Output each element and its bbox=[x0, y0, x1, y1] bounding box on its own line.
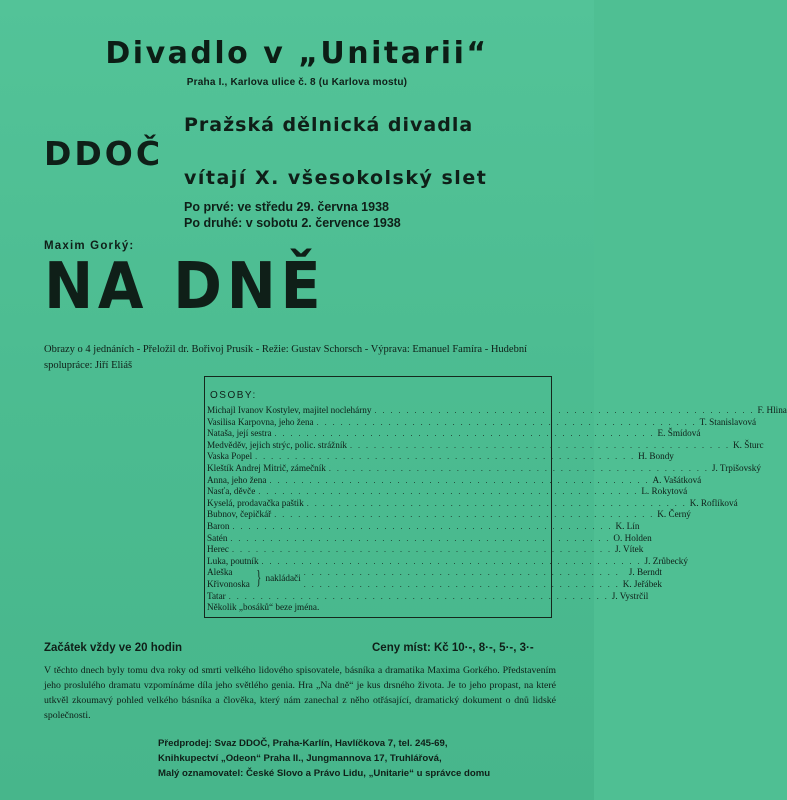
cast-role: Luka, poutník bbox=[207, 555, 259, 566]
leader-dots: . . . . . . . . . . . . . . . . . . . . . . . . . . . . . . . . . . . . . . . . . . . . . . . . bbox=[258, 487, 639, 497]
leader-dots: . . . . . . . . . . . . . . . . . . . . . . . . . . . . . . . . . . . . . . . . . . . . . . . . bbox=[274, 429, 655, 439]
presenter-short-name: DDOČ bbox=[44, 134, 164, 173]
bookshop-line: Knihkupectví „Odeon“ Praha II., Jungmannova 17, Truhlářová, bbox=[158, 753, 442, 764]
cast-row bbox=[207, 509, 691, 521]
cast-row bbox=[207, 428, 701, 440]
brace-glyph: } bbox=[256, 567, 262, 590]
leader-dots: . . . . . . . . . . . . . . . . . . . . . . . . . . . . . . . . . . . . . . . . . . . . . . . . bbox=[261, 556, 642, 566]
presale-line: Předprodej: Svaz DDOČ, Praha-Karlín, Havlíčkova 7, tel. 245-69, bbox=[158, 738, 448, 749]
cast-row bbox=[207, 416, 757, 429]
second-performance-date: Po druhé: v sobotu 2. července 1938 bbox=[184, 216, 401, 230]
leader-dots: . . . . . . . . . . . . . . . . . . . . . . . . . . . . . . . . . . . . . . . . . . . . . . . . bbox=[274, 510, 655, 520]
leader-dots: . . . . . . . . . . . . . . . . . . . . . . . . . . . . . . . . . . . . . . . . . . . . . . . . bbox=[316, 417, 697, 427]
leader-dots: . . . . . . . . . . . . . . . . . . . . . . . . . . . . . . . . . . . . . . . . . . . . . . . . bbox=[228, 591, 609, 601]
play-author: Maxim Gorký: bbox=[44, 240, 135, 252]
advertiser-line: Malý oznamovatel: České Slovo a Právo Lidu, „Unitarie“ u správce domu bbox=[158, 768, 491, 779]
cast-role: Anna, jeho žena bbox=[207, 474, 267, 485]
cast-role: Nataša, její sestra bbox=[207, 428, 272, 439]
pair-name: Křivonoska bbox=[207, 578, 250, 589]
cast-role: Medvěděv, jejich strýc, polic. strážník bbox=[207, 439, 347, 450]
leader-dots: . . . . . . . . . . . . . . . . . . . . . . . . . . . . . . . . . . . . . . . . bbox=[303, 579, 620, 589]
leader-dots: . . . . . . . . . . . . . . . . . . . . . . . . . . . . . . . . . . . . . . . . . . . . . . . . bbox=[374, 406, 755, 415]
leader-dots: . . . . . . . . . . . . . . . . . . . . . . . . . . . . . . . . . . . . . . . . . . . . . . . . bbox=[269, 475, 650, 485]
cast-row bbox=[301, 579, 662, 591]
cast-role: Herec bbox=[207, 544, 229, 555]
leader-dots: . . . . . . . . . . . . . . . . . . . . . . . . . . . . . . . . . . . . . . . . . . . . . . . . bbox=[232, 521, 613, 531]
cast-actor: K. Šturc bbox=[732, 439, 764, 450]
cast-actor: J. Vítek bbox=[614, 544, 644, 555]
cast-actor: K. Černý bbox=[657, 509, 691, 520]
cast-actor: J. Trpišovský bbox=[711, 462, 761, 473]
cast-row bbox=[301, 567, 662, 579]
cast-row bbox=[207, 590, 649, 603]
theatre-address: Praha I., Karlova ulice č. 8 (u Karlova mostu) bbox=[186, 77, 408, 88]
cast-actor: K. Roflíková bbox=[689, 497, 738, 508]
cast-role: Kleštík Andrej Mitrič, zámečník bbox=[207, 462, 326, 473]
cast-role: Kyselá, prodavačka paštik bbox=[207, 497, 304, 508]
cast-role: Vaska Popel bbox=[207, 451, 253, 462]
pair-actors bbox=[301, 567, 662, 590]
cast-row bbox=[207, 555, 688, 568]
cast-actor: K. Lín bbox=[615, 520, 640, 531]
cast-actor: J. Vystrčil bbox=[611, 590, 649, 601]
cast-row bbox=[207, 439, 764, 452]
cast-row bbox=[207, 532, 652, 545]
cast-actor: O. Holden bbox=[613, 532, 652, 543]
cast-extra bbox=[207, 602, 533, 614]
play-credits: Obrazy o 4 jednáních - Přeložil dr. Bořivoj Prusík - Režie: Gustav Schorsch - Výprava: Emanuel Famíra - Hudební spolupráce: Jiří Eliáš bbox=[44, 344, 527, 371]
cast-rows bbox=[207, 405, 787, 567]
leader-dots: . . . . . . . . . . . . . . . . . . . . . . . . . . . . . . . . . . . . . . . . . . . . . . . . bbox=[231, 545, 612, 555]
cast-role: Michajl Ivanov Kostylev, majitel noclehárny bbox=[207, 405, 372, 415]
pair-role: nakládači bbox=[265, 573, 301, 584]
first-performance-date: Po prvé: ve středu 29. června 1938 bbox=[184, 200, 389, 214]
cast-actor: E. Šmídová bbox=[657, 428, 701, 439]
cast-extra-text: Několik „bosáků“ beze jména. bbox=[207, 602, 320, 613]
cast-actor: H. Bondy bbox=[638, 451, 674, 462]
cast-role: Nasťa, děvče bbox=[207, 486, 256, 497]
pair-names bbox=[207, 567, 250, 590]
notice-paragraph: V těchto dnech byly tomu dva roky od smrti velkého lidového spisovatele, básníka a dramatika Maxima Gorkého. Představením jeho proslulého dramatu vzpomínáme díla jeho světlého genia. Hra „Na dně“ je kus drsného života. Je to jeho propast, na které utkvěl zkoumavý pohled velkého básníka a člověka, který nám zanechal z něho otřásající, dramatický dokument o dnů lidské společnosti. bbox=[44, 665, 556, 721]
ticket-prices: Ceny míst: Kč 10·-, 8·-, 5·-, 3·- bbox=[372, 642, 534, 654]
pair-name: Aleška bbox=[207, 567, 233, 578]
leader-dots: . . . . . . . . . . . . . . . . . . . . . . . . . . . . . . . . . . . . . . . . . . . . . . . . bbox=[349, 440, 730, 450]
cast-role: Bubnov, čepičkář bbox=[207, 509, 272, 520]
cast-actor: L. Rokytová bbox=[641, 486, 688, 497]
cast-row bbox=[207, 451, 674, 463]
cast-actor: T. Stanislavová bbox=[699, 416, 757, 427]
start-time: Začátek vždy ve 20 hodin bbox=[44, 642, 183, 654]
cast-actor: A. Vašátková bbox=[652, 474, 702, 485]
cast-role: Satén bbox=[207, 532, 228, 543]
cast-row bbox=[207, 544, 644, 556]
cast-role: Vasilisa Karpovna, jeho žena bbox=[207, 416, 314, 427]
cast-row bbox=[207, 462, 761, 475]
cast-actor: K. Jeřábek bbox=[622, 578, 662, 589]
leader-dots: . . . . . . . . . . . . . . . . . . . . . . . . . . . . . . . . . . . . . . . . . . . . . . . . bbox=[230, 533, 611, 543]
leader-dots: . . . . . . . . . . . . . . . . . . . . . . . . . . . . . . . . . . . . . . . . . . . . . . . . bbox=[328, 463, 709, 473]
cast-row bbox=[207, 474, 702, 487]
cast-list bbox=[207, 405, 787, 614]
cast-row bbox=[207, 520, 640, 533]
cast-row bbox=[207, 405, 787, 417]
welcome-line: vítají X. všesokolský slet bbox=[184, 167, 488, 189]
leader-dots: . . . . . . . . . . . . . . . . . . . . . . . . . . . . . . . . . . . . . . . . . . . . . . . . bbox=[255, 452, 636, 462]
cast-row bbox=[207, 486, 688, 498]
cast-actor: F. Hlina bbox=[757, 405, 787, 415]
leader-dots: . . . . . . . . . . . . . . . . . . . . . . . . . . . . . . . . . . . . . . . . bbox=[303, 568, 620, 578]
cast-heading: OSOBY: bbox=[210, 390, 257, 401]
cast-role: Baron bbox=[207, 520, 230, 531]
cast-row bbox=[207, 497, 738, 510]
theatre-name: Divadlo v „Unitarii“ bbox=[105, 36, 489, 71]
cast-tail-rows bbox=[207, 590, 649, 603]
cast-actor: J. Berndt bbox=[628, 567, 662, 578]
leader-dots: . . . . . . . . . . . . . . . . . . . . . . . . . . . . . . . . . . . . . . . . . . . . . . . . bbox=[306, 498, 687, 508]
play-title: NA DNĚ bbox=[44, 250, 326, 324]
presenter-full-name: Pražská dělnická divadla bbox=[184, 114, 474, 136]
cast-pair bbox=[207, 567, 662, 590]
cast-role: Tatar bbox=[207, 590, 226, 601]
cast-actor: J. Zrůbecký bbox=[644, 555, 688, 566]
